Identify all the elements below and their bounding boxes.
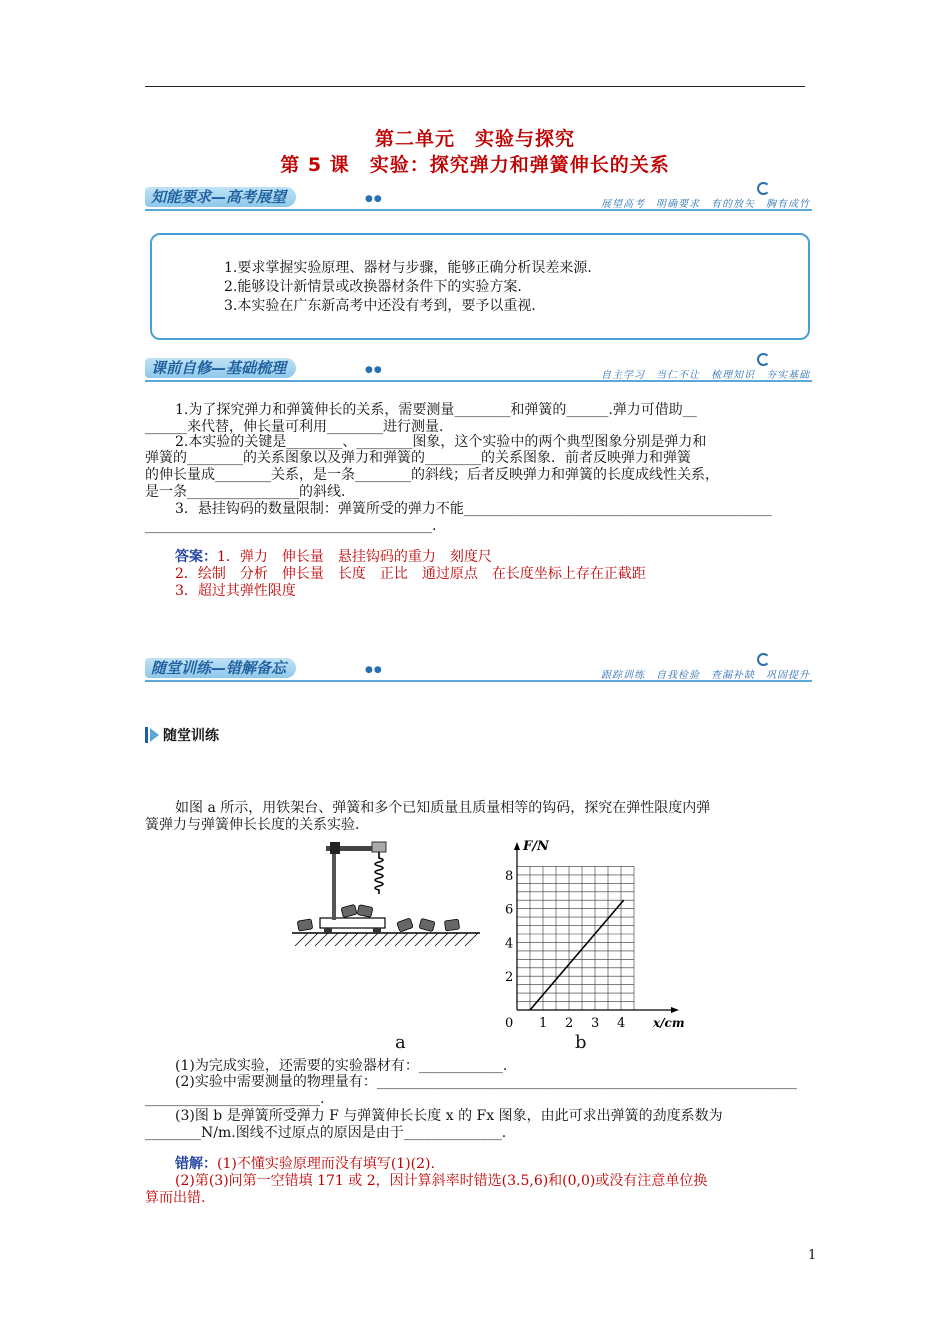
band-preview — [145, 355, 812, 389]
error-line-1: 错解：(1)不懂实验原理而没有填写(1)(2). — [175, 1156, 435, 1172]
answer-line-1: 答案：1．弹力 伸长量 悬挂钩码的重力 刻度尺 — [175, 549, 492, 565]
figure-a-label: a — [395, 1032, 406, 1053]
answer-line-3: 3．超过其弹性限度 — [175, 583, 296, 599]
y-tick-label: 6 — [505, 902, 514, 918]
fill-line: _________________________________________. — [145, 518, 437, 534]
fill-line: 2.本实验的关键是________、________图象，这个实验中的两个典型图象分别是弹力和 — [175, 434, 707, 450]
section-heading: 随堂训练 — [145, 725, 219, 745]
band-pill: 课前自修—基础梳理 — [145, 358, 296, 378]
problem-line: 簧弹力与弹簧伸长长度的关系实验. — [145, 817, 360, 833]
band-subtitle: 展望高考 明确要求 有的放矢 胸有成竹 — [601, 199, 810, 210]
question-3: (3)图 b 是弹簧所受弹力 F 与弹簧伸长长度 x 的 Fx 图象，由此可求出弹簧的劲度系数为 — [175, 1108, 723, 1124]
page-number: 1 — [808, 1248, 817, 1263]
x-tick-label: 4 — [617, 1016, 626, 1031]
apparatus-figure — [290, 838, 490, 958]
band-ring-icon — [757, 353, 770, 366]
error-line-3: 算而出错. — [145, 1190, 206, 1206]
fill-line: ______来代替，伸长量可利用________进行测量. — [145, 419, 444, 435]
data-line — [530, 900, 624, 1010]
fill-line: 的伸长量成________关系，是一条________的斜线；后者反映弹力和弹簧的长度成线性关系， — [145, 467, 719, 483]
band-subtitle: 自主学习 当仁不让 梳理知识 夯实基础 — [601, 370, 810, 381]
fill-line: 弹簧的________的关系图象以及弹力和弹簧的________的关系图象．前者反映弹力和弹簧 — [145, 450, 691, 466]
requirement-item: 2.能够设计新情景或改换器材条件下的实验方案. — [224, 279, 522, 295]
problem-line: 如图 a 所示，用铁架台、弹簧和多个已知质量且质量相等的钩码，探究在弹性限度内弹 — [175, 800, 711, 816]
x-axis-arrow — [671, 1007, 679, 1013]
y-tick-label: 4 — [505, 936, 514, 952]
x-tick-label: 1 — [539, 1016, 548, 1031]
band-requirements — [145, 184, 812, 218]
band-dots: ●● — [365, 665, 383, 675]
fill-line: 是一条________________的斜线. — [145, 484, 346, 500]
x-tick-label: 3 — [591, 1016, 600, 1031]
question-2-cont: _________________________. — [145, 1091, 325, 1107]
band-dots: ●● — [365, 194, 383, 204]
band-pill: 随堂训练—错解备忘 — [145, 658, 296, 678]
requirements-box — [150, 233, 810, 340]
y-tick-label: 8 — [505, 868, 514, 884]
x-tick-label: 0 — [505, 1016, 514, 1031]
requirement-item: 3.本实验在广东新高考中还没有考到，要予以重视. — [224, 298, 536, 314]
x-axis-label: x/cm — [653, 1016, 685, 1030]
figure-b-label: b — [575, 1032, 587, 1053]
y-tick-label: 2 — [505, 970, 514, 986]
band-ring-icon — [757, 653, 770, 666]
requirement-item: 1.要求掌握实验原理、器材与步骤，能够正确分析误差来源. — [224, 260, 592, 276]
answer-line-2: 2．绘制 分析 伸长量 长度 正比 通过原点 在长度坐标上存在正截距 — [175, 566, 646, 582]
band-subtitle: 跟踪训练 自我检验 查漏补缺 巩固提升 — [601, 670, 810, 681]
question-1: (1)为完成实验，还需要的实验器材有：____________. — [175, 1058, 508, 1074]
band-pill: 知能要求—高考展望 — [145, 187, 296, 207]
band-ring-icon — [757, 182, 770, 195]
band-dots: ●● — [365, 365, 383, 375]
question-2: (2)实验中需要测量的物理量有：____________________________________________________________ — [175, 1074, 797, 1090]
unit-title: 第二单元 实验与探究 — [374, 128, 575, 150]
x-tick-label: 2 — [565, 1016, 574, 1031]
error-line-2: (2)第(3)问第一空错填 171 或 2，因计算斜率时错选(3.5,6)和(0,0)或没有注意单位换 — [175, 1173, 708, 1189]
top-rule — [145, 86, 805, 87]
y-axis-label: F/N — [523, 839, 549, 854]
band-practice — [145, 655, 812, 689]
fill-line: 3．悬挂钩码的数量限制：弹簧所受的弹力不能____________________________________________ — [175, 501, 772, 517]
fx-chart — [495, 838, 690, 1038]
lesson-title: 第 5 课 实验：探究弹力和弹簧伸长的关系 — [280, 154, 670, 176]
question-3-cont: ________N/m.图线不过原点的原因是由于______________. — [145, 1125, 507, 1141]
y-axis-arrow — [514, 842, 520, 850]
fill-line: 1.为了探究弹力和弹簧伸长的关系，需要测量________和弹簧的______.弹力可借助__ — [175, 402, 697, 418]
